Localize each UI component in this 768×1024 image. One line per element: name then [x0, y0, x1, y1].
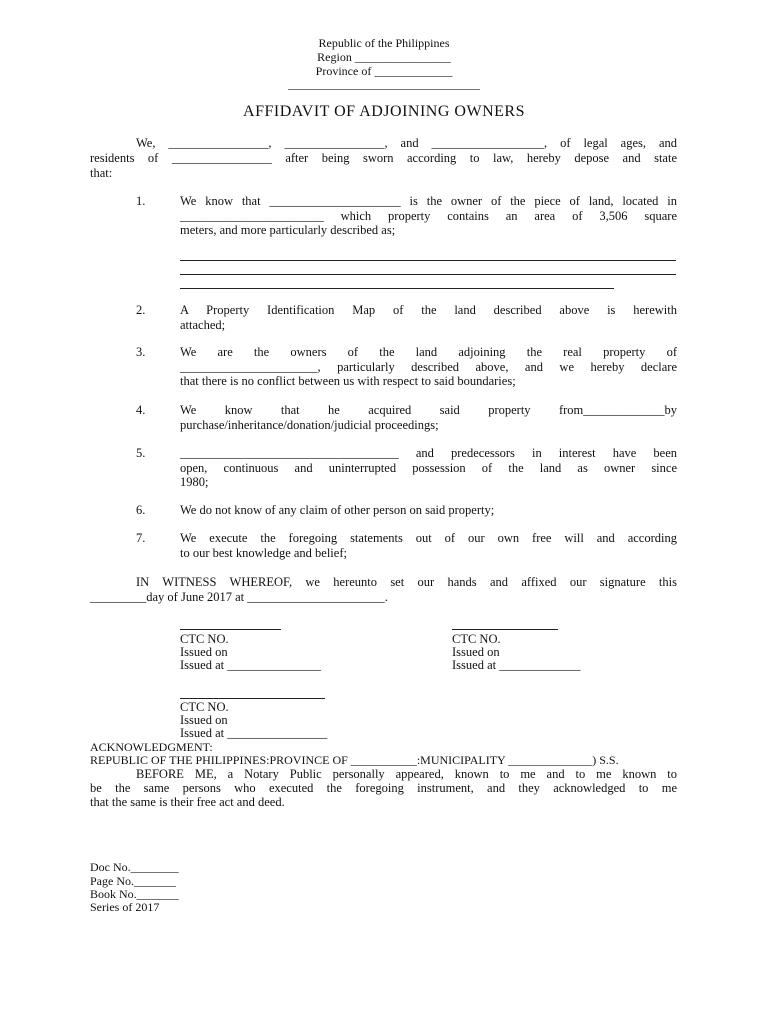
description-line-3	[180, 288, 614, 289]
item-text-line: purchase/inheritance/donation/judicial proceedings;	[180, 417, 439, 432]
item-text-line: We know that he acquired said property from_____________by	[180, 403, 677, 417]
item-number: 4.	[136, 403, 146, 417]
item-number: 6.	[136, 503, 146, 517]
description-line-2	[180, 274, 676, 275]
acknowledgment-body-1: BEFORE ME, a Notary Public personally appeared, known to me and to me known to	[136, 767, 677, 781]
item-text-line: We are the owners of the land adjoining the real property of	[180, 345, 677, 359]
item-text-line: attached;	[180, 317, 226, 332]
ctc-right: CTC NO.	[452, 632, 501, 646]
item-text-line: open, continuous and uninterrupted possession of the land as owner since	[180, 460, 677, 475]
acknowledgment-body-3: that the same is their free act and deed.	[90, 795, 285, 809]
header-blank-line: ________________________________	[288, 77, 480, 91]
intro-line-1: We, ________________, ________________, and __________________, of legal ages, and	[136, 136, 677, 150]
acknowledgment-venue: REPUBLIC OF THE PHILIPPINES:PROVINCE OF ___________:MUNICIPALITY ______________) S.S.	[90, 753, 619, 767]
ctc-left: CTC NO.	[180, 632, 229, 646]
item-number: 2.	[136, 303, 146, 317]
item-text-line: We know that _____________________ is the owner of the piece of land, located in	[180, 194, 677, 208]
issued-at-bottom: Issued at ________________	[180, 726, 328, 740]
acknowledgment-heading: ACKNOWLEDGMENT:	[90, 740, 213, 754]
ctc-bottom: CTC NO.	[180, 700, 229, 714]
doc-number: Doc No.________	[90, 860, 179, 874]
witness-line-2: _________day of June 2017 at ______________________.	[90, 590, 388, 604]
item-number: 3.	[136, 345, 146, 359]
acknowledgment-body-2: be the same persons who executed the foregoing instrument, and they acknowledged to me	[90, 781, 677, 795]
item-text-line: meters, and more particularly described as;	[180, 223, 396, 237]
issued-on-bottom: Issued on	[180, 713, 228, 727]
intro-line-3: that:	[90, 166, 113, 180]
witness-line-1: IN WITNESS WHEREOF, we hereunto set our hands and affixed our signature this	[136, 575, 677, 589]
item-number: 7.	[136, 531, 146, 545]
header-region: Region ________________	[317, 50, 451, 64]
description-line-1	[180, 260, 676, 261]
signature-line-left	[180, 629, 281, 630]
series-year: Series of 2017	[90, 900, 160, 914]
item-text-line: We do not know of any claim of other person on said property;	[180, 503, 495, 517]
item-text-line: A Property Identification Map of the land described above is herewith	[180, 303, 677, 317]
item-text-line: to our best knowledge and belief;	[180, 545, 347, 560]
item-text-line: We execute the foregoing statements out of our own free will and according	[180, 531, 677, 545]
intro-line-2: residents of ________________ after being sworn according to law, hereby depose and state	[90, 151, 677, 165]
document-title: AFFIDAVIT OF ADJOINING OWNERS	[243, 103, 525, 120]
signature-line-right	[452, 629, 558, 630]
issued-at-left: Issued at _______________	[180, 658, 321, 672]
item-text-line: 1980;	[180, 475, 209, 489]
signature-line-bottom	[180, 698, 325, 699]
header-province: Province of _____________	[315, 64, 453, 78]
item-number: 5.	[136, 446, 146, 460]
page-number: Page No._______	[90, 874, 176, 888]
item-text-line: _______________________ which property contains an area of 3,506 square	[180, 208, 677, 223]
issued-at-right: Issued at _____________	[452, 658, 581, 672]
item-text-line: ___________________________________ and predecessors in interest have been	[180, 446, 677, 460]
issued-on-right: Issued on	[452, 645, 500, 659]
item-text-line: that there is no conflict between us with respect to said boundaries;	[180, 374, 516, 388]
book-number: Book No._______	[90, 887, 179, 901]
issued-on-left: Issued on	[180, 645, 228, 659]
header-republic: Republic of the Philippines	[318, 36, 450, 50]
item-number: 1.	[136, 194, 146, 208]
item-text-line: ______________________, particularly described above, and we hereby declare	[180, 359, 677, 374]
